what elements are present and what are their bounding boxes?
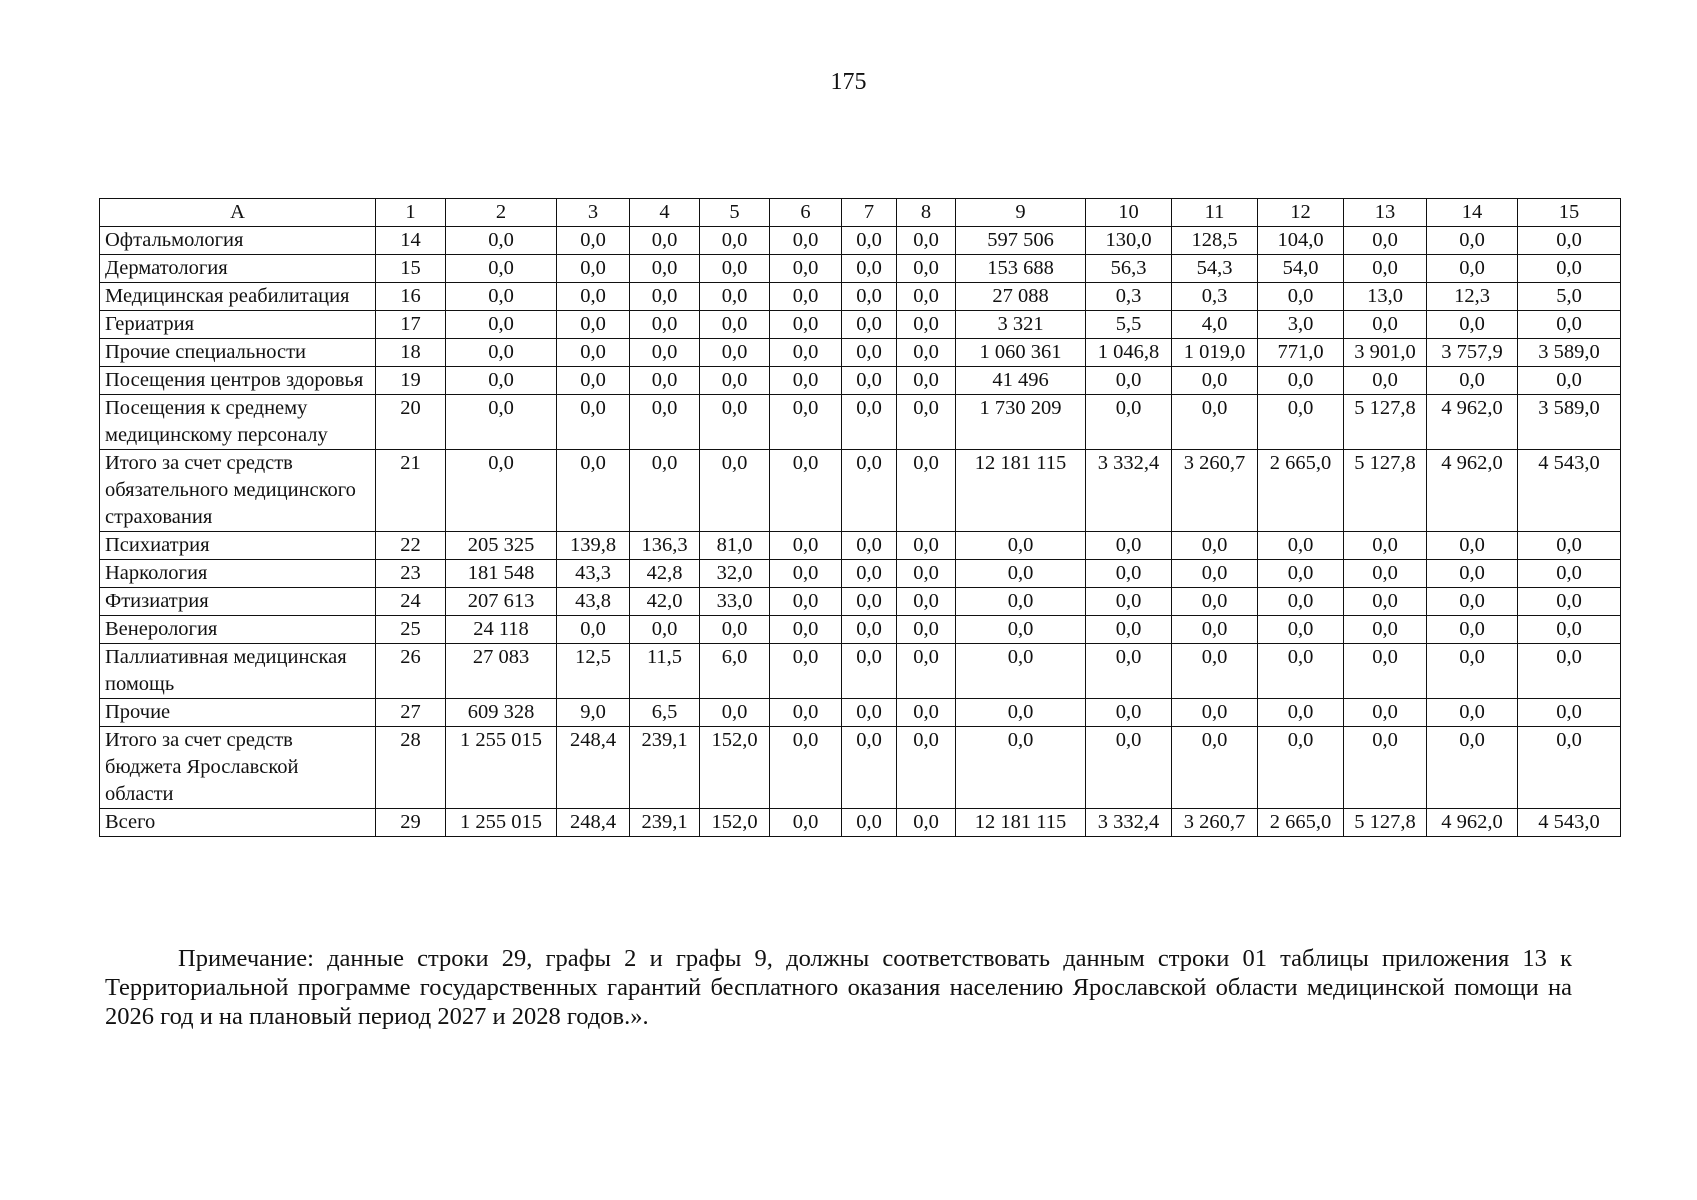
table-cell: 0,0 (1344, 588, 1427, 616)
row-number-cell: 16 (376, 283, 446, 311)
table-cell: 3 589,0 (1518, 339, 1621, 367)
table-cell: 41 496 (956, 367, 1086, 395)
table-cell: 0,0 (770, 367, 842, 395)
table-cell: 1 255 015 (446, 727, 557, 809)
table-cell: 56,3 (1086, 255, 1172, 283)
table-cell: 4 962,0 (1427, 450, 1518, 532)
table-cell: 0,0 (1258, 283, 1344, 311)
table-cell: 0,0 (1172, 560, 1258, 588)
table-cell: 0,0 (1427, 227, 1518, 255)
column-header: 13 (1344, 199, 1427, 227)
table-cell: 0,0 (1518, 367, 1621, 395)
table-row (100, 339, 1621, 367)
row-number-cell: 27 (376, 699, 446, 727)
table-cell: 181 548 (446, 560, 557, 588)
table-cell: 0,0 (897, 809, 956, 837)
table-cell: 3 757,9 (1427, 339, 1518, 367)
table-cell: 0,0 (1258, 395, 1344, 450)
table-cell: 136,3 (630, 532, 700, 560)
table-cell: 205 325 (446, 532, 557, 560)
table-cell: 0,0 (897, 532, 956, 560)
row-label-cell: Дерматология (100, 255, 376, 283)
table-cell: 0,0 (842, 367, 897, 395)
table-cell: 0,0 (1172, 727, 1258, 809)
footnote: Примечание: данные строки 29, графы 2 и графы 9, должны соответствовать данным строки 01 таблицы приложения 13 к Территориальной программе государственных гарантий бесплатного оказания населению Ярославской области медицинской помощи на 2026 год и на плановый период 2027 и 2028 годов.». (105, 945, 1572, 1030)
table-row (100, 395, 1621, 450)
row-number-cell: 23 (376, 560, 446, 588)
table-cell: 0,0 (446, 255, 557, 283)
table-cell: 0,0 (630, 616, 700, 644)
table-cell: 0,0 (1258, 644, 1344, 699)
row-number-cell: 26 (376, 644, 446, 699)
table-row (100, 311, 1621, 339)
row-number-cell: 20 (376, 395, 446, 450)
table-cell: 0,0 (1086, 560, 1172, 588)
table-cell: 4,0 (1172, 311, 1258, 339)
table-cell: 2 665,0 (1258, 450, 1344, 532)
table-cell: 0,0 (700, 227, 770, 255)
table-cell: 5,0 (1518, 283, 1621, 311)
table-cell: 0,0 (446, 367, 557, 395)
table-cell: 0,0 (956, 699, 1086, 727)
table-cell: 43,3 (557, 560, 630, 588)
table-cell: 0,0 (1344, 727, 1427, 809)
column-header: 9 (956, 199, 1086, 227)
table-row (100, 367, 1621, 395)
table-cell: 0,0 (842, 644, 897, 699)
table-cell: 0,0 (557, 255, 630, 283)
table-row (100, 450, 1621, 532)
table-cell: 0,0 (897, 560, 956, 588)
table-row (100, 644, 1621, 699)
table-cell: 0,0 (1344, 616, 1427, 644)
table-cell: 0,0 (446, 450, 557, 532)
table-cell: 0,0 (842, 809, 897, 837)
table-cell: 1 046,8 (1086, 339, 1172, 367)
row-label-cell: Прочие специальности (100, 339, 376, 367)
table-cell: 0,0 (1086, 395, 1172, 450)
table-cell: 0,0 (897, 616, 956, 644)
table-cell: 0,0 (446, 227, 557, 255)
table-cell: 0,0 (842, 339, 897, 367)
row-label-cell: Фтизиатрия (100, 588, 376, 616)
column-header: 15 (1518, 199, 1621, 227)
table-cell: 0,0 (956, 560, 1086, 588)
table-cell: 0,0 (770, 339, 842, 367)
row-label-cell: Прочие (100, 699, 376, 727)
table-cell: 0,0 (557, 450, 630, 532)
table-cell: 0,0 (956, 727, 1086, 809)
table-cell: 0,0 (1518, 227, 1621, 255)
table-cell: 609 328 (446, 699, 557, 727)
table-cell: 42,0 (630, 588, 700, 616)
table-cell: 0,0 (842, 395, 897, 450)
row-label-cell: Всего (100, 809, 376, 837)
table-body (100, 227, 1621, 837)
table-cell: 0,0 (1518, 644, 1621, 699)
table-cell: 0,0 (897, 367, 956, 395)
table-cell: 24 118 (446, 616, 557, 644)
row-label-cell: Посещения центров здоровья (100, 367, 376, 395)
table-cell: 0,0 (770, 616, 842, 644)
table-cell: 0,0 (1344, 560, 1427, 588)
table-cell: 0,0 (1086, 644, 1172, 699)
table-cell: 0,0 (1518, 532, 1621, 560)
row-label-cell: Психиатрия (100, 532, 376, 560)
column-header: 8 (897, 199, 956, 227)
table-cell: 0,0 (770, 644, 842, 699)
header-row (100, 199, 1621, 227)
table-cell: 54,3 (1172, 255, 1258, 283)
table-cell: 0,0 (700, 699, 770, 727)
table-cell: 0,0 (630, 227, 700, 255)
table-cell: 0,0 (1427, 255, 1518, 283)
table-cell: 0,0 (1172, 532, 1258, 560)
table-row (100, 255, 1621, 283)
table-cell: 0,0 (770, 809, 842, 837)
table-cell: 0,0 (1427, 727, 1518, 809)
table-cell: 0,0 (1258, 367, 1344, 395)
table-cell: 0,0 (842, 255, 897, 283)
table-cell: 12,3 (1427, 283, 1518, 311)
table-cell: 0,3 (1172, 283, 1258, 311)
table-cell: 2 665,0 (1258, 809, 1344, 837)
table-cell: 0,0 (700, 283, 770, 311)
table-cell: 0,0 (770, 395, 842, 450)
table-cell: 0,0 (897, 283, 956, 311)
table-cell: 0,0 (956, 616, 1086, 644)
table-cell: 0,0 (1344, 311, 1427, 339)
table-cell: 0,0 (956, 644, 1086, 699)
table-cell: 0,0 (1258, 532, 1344, 560)
row-label-cell: Наркология (100, 560, 376, 588)
row-label-cell: Итого за счет средств бюджета Ярославской области (100, 727, 376, 809)
table-cell: 0,0 (1427, 588, 1518, 616)
table-cell: 1 019,0 (1172, 339, 1258, 367)
table-cell: 0,0 (1518, 311, 1621, 339)
table-cell: 0,0 (897, 699, 956, 727)
table-cell: 0,0 (1086, 532, 1172, 560)
table-cell: 0,0 (1427, 367, 1518, 395)
row-label-cell: Паллиативная медицинская помощь (100, 644, 376, 699)
table-cell: 0,0 (1427, 560, 1518, 588)
table-cell: 0,0 (842, 560, 897, 588)
table-cell: 1 730 209 (956, 395, 1086, 450)
table-cell: 152,0 (700, 727, 770, 809)
column-header: 12 (1258, 199, 1344, 227)
table-cell: 3 589,0 (1518, 395, 1621, 450)
table-cell: 0,0 (1344, 367, 1427, 395)
table-row (100, 809, 1621, 837)
table-cell: 12 181 115 (956, 809, 1086, 837)
table-cell: 0,0 (557, 367, 630, 395)
column-header: 1 (376, 199, 446, 227)
table-cell: 3 260,7 (1172, 450, 1258, 532)
table-row (100, 588, 1621, 616)
table-cell: 12,5 (557, 644, 630, 699)
table-cell: 0,0 (557, 395, 630, 450)
table-cell: 104,0 (1258, 227, 1344, 255)
table-cell: 0,0 (842, 616, 897, 644)
table-cell: 0,0 (842, 532, 897, 560)
column-header: 10 (1086, 199, 1172, 227)
table-cell: 0,0 (842, 699, 897, 727)
table-cell: 0,0 (770, 450, 842, 532)
table-cell: 597 506 (956, 227, 1086, 255)
table-cell: 0,0 (842, 727, 897, 809)
table-cell: 0,0 (897, 339, 956, 367)
table-cell: 54,0 (1258, 255, 1344, 283)
table-cell: 248,4 (557, 727, 630, 809)
column-header: 11 (1172, 199, 1258, 227)
table-cell: 3 260,7 (1172, 809, 1258, 837)
table-row (100, 727, 1621, 809)
table-cell: 0,0 (446, 395, 557, 450)
column-header: 3 (557, 199, 630, 227)
table-cell: 0,0 (630, 283, 700, 311)
table-cell: 0,0 (770, 255, 842, 283)
table-cell: 3 332,4 (1086, 809, 1172, 837)
table-cell: 5 127,8 (1344, 450, 1427, 532)
table-cell: 3 901,0 (1344, 339, 1427, 367)
table-cell: 0,0 (1258, 616, 1344, 644)
row-number-cell: 24 (376, 588, 446, 616)
table-cell: 0,3 (1086, 283, 1172, 311)
table-cell: 0,0 (897, 311, 956, 339)
table-cell: 0,0 (700, 450, 770, 532)
table-cell: 0,0 (630, 255, 700, 283)
table-cell: 1 255 015 (446, 809, 557, 837)
table-cell: 0,0 (557, 616, 630, 644)
row-label-cell: Офтальмология (100, 227, 376, 255)
table-cell: 0,0 (557, 227, 630, 255)
column-header: 6 (770, 199, 842, 227)
row-label-cell: Медицинская реабилитация (100, 283, 376, 311)
table-cell: 0,0 (770, 560, 842, 588)
table-cell: 3 332,4 (1086, 450, 1172, 532)
table-cell: 0,0 (446, 339, 557, 367)
table-cell: 0,0 (446, 311, 557, 339)
table-cell: 27 083 (446, 644, 557, 699)
row-number-cell: 14 (376, 227, 446, 255)
table-cell: 0,0 (700, 395, 770, 450)
table-cell: 32,0 (700, 560, 770, 588)
table-cell: 4 543,0 (1518, 809, 1621, 837)
table-row (100, 699, 1621, 727)
table-cell: 0,0 (1427, 616, 1518, 644)
table-cell: 130,0 (1086, 227, 1172, 255)
table-cell: 3,0 (1258, 311, 1344, 339)
table-cell: 5,5 (1086, 311, 1172, 339)
table-cell: 0,0 (1086, 367, 1172, 395)
table-cell: 0,0 (1086, 727, 1172, 809)
table-cell: 0,0 (557, 283, 630, 311)
table-cell: 0,0 (1258, 699, 1344, 727)
table-cell: 0,0 (1427, 699, 1518, 727)
table-cell: 11,5 (630, 644, 700, 699)
table-cell: 0,0 (1258, 588, 1344, 616)
table-row (100, 227, 1621, 255)
table-cell: 0,0 (1086, 588, 1172, 616)
table-cell: 0,0 (630, 311, 700, 339)
table-cell: 42,8 (630, 560, 700, 588)
table-cell: 0,0 (1427, 311, 1518, 339)
table-cell: 0,0 (700, 255, 770, 283)
table-cell: 3 321 (956, 311, 1086, 339)
table-cell: 0,0 (842, 283, 897, 311)
table-cell: 4 962,0 (1427, 395, 1518, 450)
table-cell: 0,0 (630, 367, 700, 395)
table-cell: 5 127,8 (1344, 395, 1427, 450)
row-label-cell: Итого за счет средств обязательного медицинского страхования (100, 450, 376, 532)
table-cell: 0,0 (1086, 616, 1172, 644)
table-cell: 0,0 (897, 588, 956, 616)
table-cell: 0,0 (956, 588, 1086, 616)
table-cell: 0,0 (1518, 560, 1621, 588)
table-cell: 0,0 (770, 727, 842, 809)
table-cell: 0,0 (1518, 588, 1621, 616)
table-row (100, 616, 1621, 644)
table-cell: 0,0 (446, 283, 557, 311)
table-cell: 0,0 (897, 644, 956, 699)
row-number-cell: 18 (376, 339, 446, 367)
table-cell: 0,0 (1518, 616, 1621, 644)
table-cell: 0,0 (1344, 255, 1427, 283)
table-cell: 43,8 (557, 588, 630, 616)
table-cell: 12 181 115 (956, 450, 1086, 532)
table-cell: 0,0 (700, 339, 770, 367)
table-cell: 0,0 (842, 311, 897, 339)
table-cell: 0,0 (1172, 367, 1258, 395)
table-cell: 6,0 (700, 644, 770, 699)
table-cell: 239,1 (630, 809, 700, 837)
table-cell: 0,0 (897, 395, 956, 450)
table-cell: 0,0 (1172, 644, 1258, 699)
table-cell: 0,0 (842, 588, 897, 616)
row-number-cell: 17 (376, 311, 446, 339)
table-cell: 4 962,0 (1427, 809, 1518, 837)
table-cell: 0,0 (1427, 644, 1518, 699)
table-cell: 0,0 (897, 255, 956, 283)
table-cell: 0,0 (1518, 727, 1621, 809)
table-cell: 0,0 (1518, 699, 1621, 727)
table-cell: 152,0 (700, 809, 770, 837)
table-cell: 0,0 (897, 227, 956, 255)
row-number-cell: 21 (376, 450, 446, 532)
table-cell: 9,0 (557, 699, 630, 727)
table-cell: 0,0 (897, 450, 956, 532)
column-header-label: А (100, 199, 376, 227)
table-cell: 81,0 (700, 532, 770, 560)
table-cell: 0,0 (1172, 699, 1258, 727)
table-cell: 0,0 (630, 339, 700, 367)
table-cell: 0,0 (770, 588, 842, 616)
table-cell: 0,0 (557, 311, 630, 339)
table-row (100, 283, 1621, 311)
table-cell: 0,0 (1344, 227, 1427, 255)
table-cell: 0,0 (770, 283, 842, 311)
table-row (100, 532, 1621, 560)
table-cell: 4 543,0 (1518, 450, 1621, 532)
row-number-cell: 22 (376, 532, 446, 560)
table-cell: 0,0 (1086, 699, 1172, 727)
row-number-cell: 25 (376, 616, 446, 644)
table-cell: 0,0 (1258, 727, 1344, 809)
table-cell: 0,0 (1344, 532, 1427, 560)
table-cell: 0,0 (700, 616, 770, 644)
table-cell: 5 127,8 (1344, 809, 1427, 837)
row-label-cell: Венерология (100, 616, 376, 644)
table-cell: 6,5 (630, 699, 700, 727)
row-label-cell: Посещения к среднему медицинскому персоналу (100, 395, 376, 450)
table-cell: 33,0 (700, 588, 770, 616)
table-cell: 0,0 (1172, 395, 1258, 450)
table-cell: 0,0 (956, 532, 1086, 560)
column-header: 7 (842, 199, 897, 227)
table-cell: 139,8 (557, 532, 630, 560)
column-header: 14 (1427, 199, 1518, 227)
table-cell: 0,0 (630, 395, 700, 450)
table-cell: 13,0 (1344, 283, 1427, 311)
table-cell: 0,0 (557, 339, 630, 367)
table-cell: 207 613 (446, 588, 557, 616)
row-number-cell: 15 (376, 255, 446, 283)
table-cell: 1 060 361 (956, 339, 1086, 367)
table-cell: 0,0 (700, 311, 770, 339)
table-cell: 0,0 (1344, 699, 1427, 727)
table-cell: 0,0 (1172, 616, 1258, 644)
data-table (99, 198, 1621, 837)
row-number-cell: 19 (376, 367, 446, 395)
table-cell: 128,5 (1172, 227, 1258, 255)
table-cell: 153 688 (956, 255, 1086, 283)
page-number: 175 (830, 69, 867, 95)
table-row (100, 560, 1621, 588)
table-cell: 0,0 (770, 532, 842, 560)
table-cell: 0,0 (897, 727, 956, 809)
table-cell: 0,0 (842, 450, 897, 532)
table-cell: 0,0 (1344, 644, 1427, 699)
table-cell: 771,0 (1258, 339, 1344, 367)
column-header: 4 (630, 199, 700, 227)
table-cell: 0,0 (770, 699, 842, 727)
table-cell: 27 088 (956, 283, 1086, 311)
row-number-cell: 29 (376, 809, 446, 837)
row-number-cell: 28 (376, 727, 446, 809)
table-cell: 0,0 (770, 227, 842, 255)
table-cell: 0,0 (842, 227, 897, 255)
table-cell: 248,4 (557, 809, 630, 837)
table-cell: 0,0 (700, 367, 770, 395)
row-label-cell: Гериатрия (100, 311, 376, 339)
table-cell: 0,0 (630, 450, 700, 532)
table-cell: 0,0 (1258, 560, 1344, 588)
column-header: 5 (700, 199, 770, 227)
table-cell: 0,0 (1427, 532, 1518, 560)
table-cell: 0,0 (1172, 588, 1258, 616)
table-cell: 239,1 (630, 727, 700, 809)
column-header: 2 (446, 199, 557, 227)
table-cell: 0,0 (1518, 255, 1621, 283)
table-cell: 0,0 (770, 311, 842, 339)
